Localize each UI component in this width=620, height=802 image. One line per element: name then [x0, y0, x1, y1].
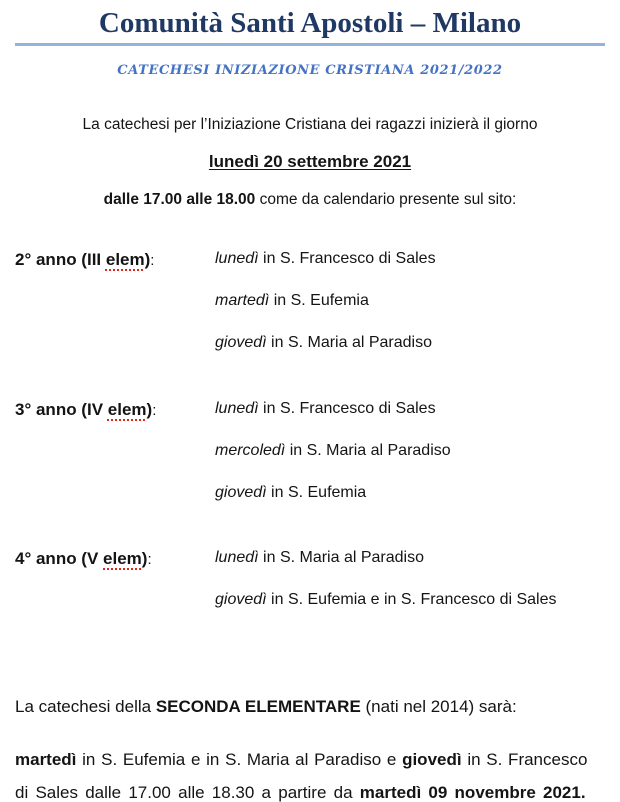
footer-intro-post: (nati nel 2014) sarà:: [360, 697, 517, 716]
row-location: in S. Eufemia: [266, 484, 367, 501]
schedule-section-year4: [15, 548, 605, 609]
day-name: martedì: [215, 292, 270, 309]
day-name: lunedì: [215, 250, 259, 267]
year3-label-text: 3° anno (IV elem): [15, 400, 153, 419]
second-grade-schedule: [15, 743, 605, 802]
start-date-emphasis: martedì 09 novembre 2021.: [359, 783, 586, 802]
year3-days: [215, 399, 605, 502]
time-line-rest: come da calendario presente sul sito:: [255, 191, 517, 208]
row-location: in S. Francesco di Sales: [258, 400, 436, 417]
day-name: lunedì: [215, 400, 259, 417]
year4-label-text: 4° anno (V elem): [15, 549, 148, 568]
schedule-row: [215, 483, 605, 502]
intro-sentence: La catechesi per l’Iniziazione Cristiana dei ragazzi inizierà il giorno: [82, 116, 538, 133]
year4-days: [215, 548, 605, 609]
footer-intro-pre: La catechesi della: [15, 697, 156, 716]
start-date-line: [15, 152, 605, 172]
start-date: lunedì 20 settembre 2021: [208, 152, 412, 171]
row-location: in S. Eufemia e in S. Francesco di Sales: [266, 591, 557, 608]
schedule-row: [215, 441, 605, 460]
day-name: martedì: [15, 750, 77, 769]
day-name: giovedì: [215, 484, 267, 501]
schedule-section-year3: [15, 399, 605, 502]
schedule-row: [215, 333, 605, 352]
time-range: dalle 17.00 alle 18.00: [103, 191, 256, 208]
page-subtitle: CATECHESI INIZIAZIONE CRISTIANA 2021/2022: [117, 63, 503, 78]
year3-label: [15, 399, 215, 421]
day-name: mercoledì: [215, 442, 286, 459]
year2-days: [215, 249, 605, 352]
schedule-text: in S. Eufemia e in S. Maria al Paradiso e: [76, 750, 403, 769]
row-location: in S. Maria al Paradiso: [285, 442, 451, 459]
schedule-section-year2: [15, 249, 605, 352]
day-name: lunedì: [215, 549, 259, 566]
label-colon: :: [150, 252, 155, 269]
day-name: giovedì: [402, 750, 462, 769]
row-location: in S. Maria al Paradiso: [258, 549, 424, 566]
year2-label: [15, 249, 215, 271]
misspelled-word: elem: [105, 250, 145, 269]
label-colon: :: [152, 402, 157, 419]
second-grade-emphasis: SECONDA ELEMENTARE: [155, 697, 361, 716]
year2-label-text: 2° anno (III elem): [15, 250, 151, 269]
day-name: giovedì: [215, 591, 267, 608]
row-location: in S. Francesco di Sales: [258, 250, 436, 267]
schedule-row: [215, 249, 605, 268]
year4-label: [15, 548, 215, 570]
second-grade-schedule-line2: [15, 776, 605, 802]
time-line: [15, 191, 605, 209]
row-location: in S. Maria al Paradiso: [266, 334, 432, 351]
label-colon: :: [147, 551, 152, 568]
schedule-row: [215, 548, 605, 567]
second-grade-schedule-line1: [15, 743, 605, 776]
day-name: giovedì: [215, 334, 267, 351]
row-location: in S. Eufemia: [269, 292, 369, 309]
schedule-row: [215, 399, 605, 418]
schedule-row: [215, 291, 605, 310]
page-title: Comunità Santi Apostoli – Milano: [15, 6, 605, 46]
schedule-row: [215, 590, 605, 609]
schedule-text: di Sales dalle 17.00 alle 18.30 a partire da: [15, 783, 360, 802]
schedule-text: in S. Francesco: [461, 750, 588, 769]
second-grade-intro: [15, 697, 605, 717]
misspelled-word: elem: [103, 549, 142, 568]
misspelled-word: elem: [107, 400, 147, 419]
